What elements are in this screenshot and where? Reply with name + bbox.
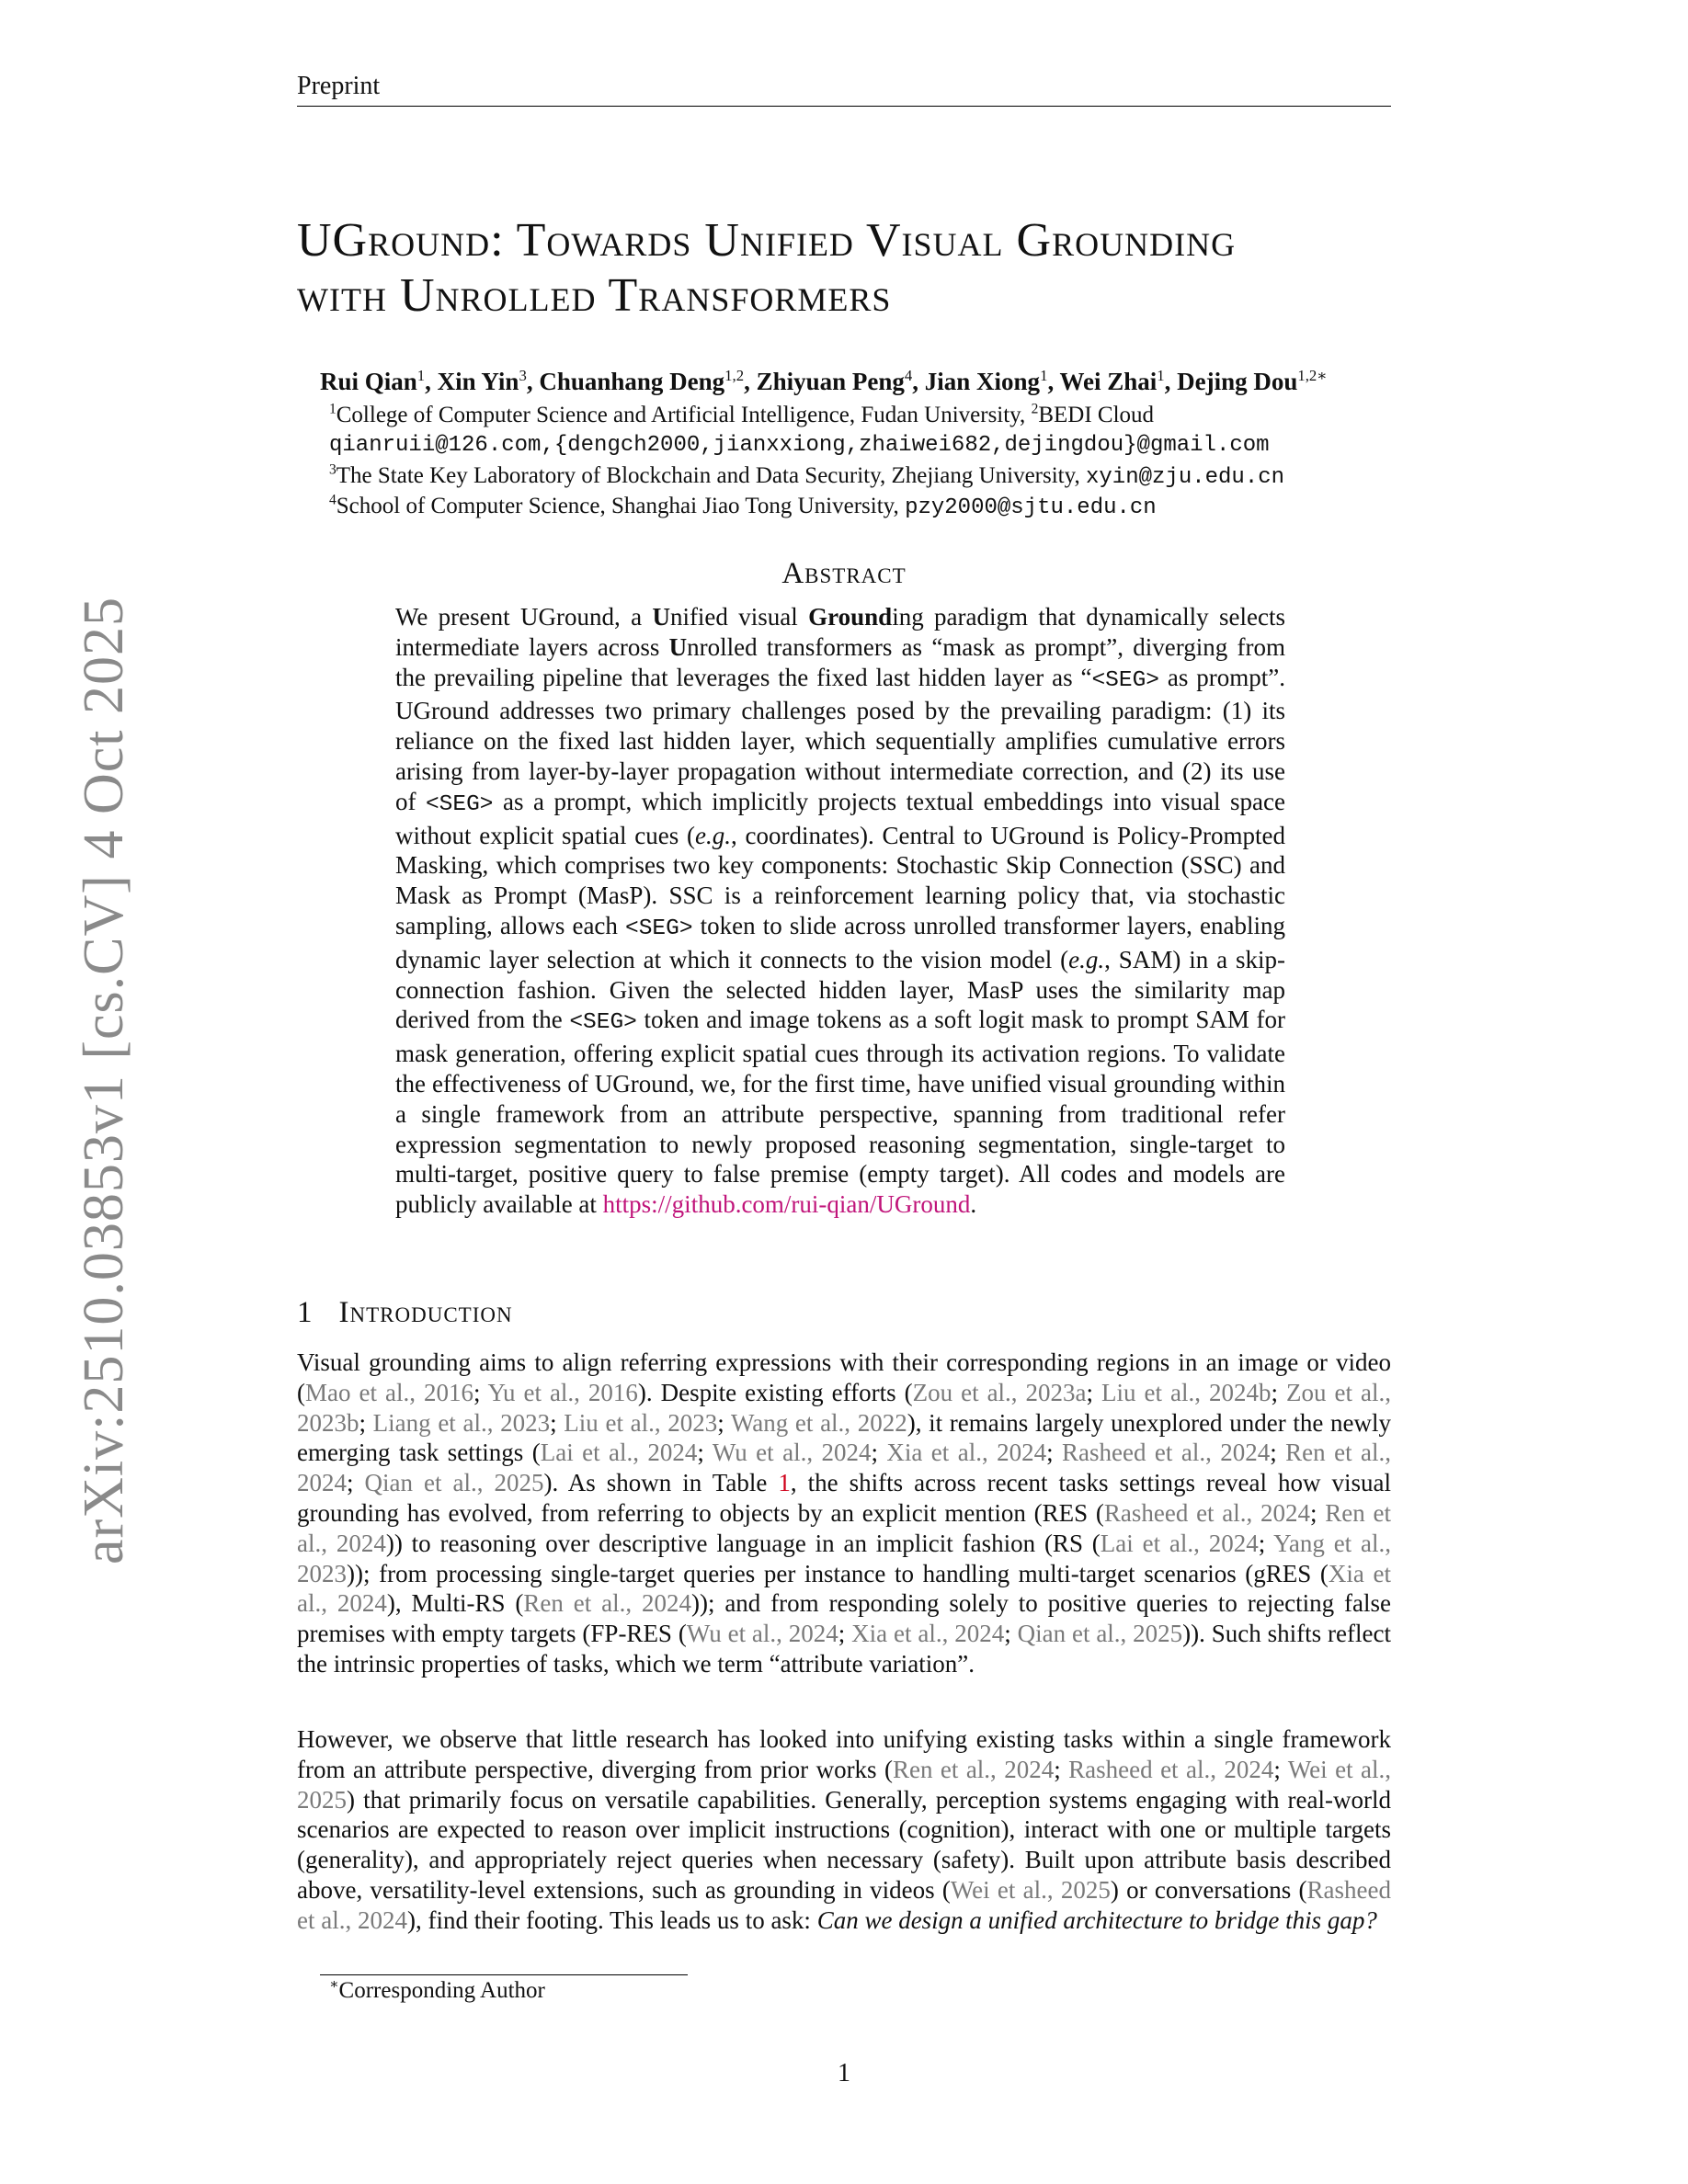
- affiliation-line-3: [329, 463, 1284, 490]
- affiliation-line-1: [329, 403, 1154, 428]
- seg-token: <SEG>: [1091, 667, 1159, 693]
- author-name: Chuanhang Deng: [539, 368, 725, 395]
- author-name: Jian Xiong: [924, 368, 1041, 395]
- affil-text: College of Computer Science and Artificial Intelligence, Fudan University,: [336, 403, 1032, 427]
- footnote-rule: [320, 1974, 688, 1975]
- author-affil-mark: 1,2∗: [1297, 367, 1328, 384]
- footnote-text: Corresponding Author: [338, 1978, 545, 2003]
- footnote: [329, 1978, 545, 2004]
- paper-title: [297, 213, 1400, 324]
- citation-link[interactable]: Wei et al., 2025: [297, 1755, 1391, 1814]
- author-affil-mark: 1: [1157, 367, 1165, 384]
- affil-mark: 2: [1031, 401, 1039, 417]
- citation-link[interactable]: Rasheed et al., 2024: [1103, 1498, 1311, 1527]
- citation-link[interactable]: Zou et al., 2023a: [912, 1378, 1087, 1406]
- section-heading-introduction: [297, 1296, 513, 1330]
- citation-link[interactable]: Liu et al., 2024b: [1101, 1378, 1272, 1406]
- author-emails: qianruii@126.com,{dengch2000,jianxxiong,zhaiwei682,dejingdou}@gmail.com: [329, 433, 1270, 458]
- citation-link[interactable]: Liu et al., 2023: [564, 1408, 718, 1437]
- section-title: Introduction: [338, 1296, 513, 1329]
- affil-text: BEDI Cloud: [1038, 403, 1155, 427]
- author-affil-mark: 4: [904, 367, 913, 384]
- affil-text: School of Computer Science, Shanghai Jiao Tong University,: [336, 494, 906, 518]
- seg-token: <SEG>: [569, 1010, 637, 1036]
- table-reference-link[interactable]: 1: [778, 1469, 791, 1497]
- seg-token: <SEG>: [425, 791, 494, 817]
- header-rule: [297, 106, 1391, 107]
- citation-link[interactable]: Ren et al., 2024: [892, 1755, 1055, 1783]
- author-affil-mark: 1: [416, 367, 426, 384]
- citation-link[interactable]: Rasheed et al., 2024: [297, 1875, 1392, 1934]
- affil-mark: 1: [329, 401, 336, 417]
- citation-link[interactable]: Rasheed et al., 2024: [1062, 1439, 1271, 1467]
- citation-link[interactable]: Xia et al., 2024: [851, 1620, 1005, 1648]
- title-line-2: with Unrolled Transformers: [297, 269, 892, 322]
- author-list: Rui Qian$^1$, Xin Yin$^3$, Chuanhang Deng$^{1,2}$, Zhiyuan Peng$^4$, Jian Xiong$^1$, Wei Zhai$^1$, Dejing Dou$^{1,2∗}$: [320, 367, 1328, 395]
- citation-link[interactable]: Xia et al., 2024: [297, 1559, 1391, 1618]
- page-number: 1: [838, 2059, 850, 2087]
- abstract-heading: Abstract: [781, 557, 907, 590]
- affiliation-line-4: [329, 494, 1157, 520]
- section-number: 1: [297, 1296, 314, 1329]
- citation-link[interactable]: Wei et al., 2025: [950, 1875, 1111, 1904]
- citation-link[interactable]: Xia et al., 2024: [886, 1439, 1047, 1467]
- citation-link[interactable]: Wu et al., 2024: [686, 1620, 838, 1648]
- affil-email: xyin@zju.edu.cn: [1086, 465, 1285, 490]
- citation-link[interactable]: Lai et al., 2024: [1100, 1529, 1259, 1557]
- author-affil-mark: 1,2: [724, 367, 745, 384]
- seg-token: <SEG>: [625, 916, 693, 941]
- github-repo-link[interactable]: https://github.com/rui-qian/UGround: [602, 1190, 971, 1219]
- citation-link[interactable]: Yang et al., 2023: [297, 1529, 1391, 1587]
- author-name: Wei Zhai: [1059, 368, 1158, 395]
- citation-link[interactable]: Mao et al., 2016: [305, 1378, 473, 1406]
- author-name: Rui Qian: [320, 368, 417, 395]
- citation-link[interactable]: Wu et al., 2024: [712, 1439, 872, 1467]
- citation-link[interactable]: Qian et al., 2025: [364, 1469, 544, 1497]
- author-affil-mark: 3: [519, 367, 527, 384]
- citation-link[interactable]: Ren et al., 2024: [297, 1439, 1391, 1497]
- citation-link[interactable]: Ren et al., 2024: [523, 1589, 691, 1618]
- research-question: Can we design a unified architecture to bridge this gap?: [816, 1905, 1377, 1934]
- citation-link[interactable]: Yu et al., 2016: [487, 1378, 638, 1406]
- citation-link[interactable]: Ren et al., 2024: [297, 1498, 1391, 1557]
- running-head: Preprint: [297, 72, 381, 100]
- citation-link[interactable]: Wang et al., 2022: [730, 1408, 907, 1437]
- citation-link[interactable]: Liang et al., 2023: [372, 1408, 551, 1437]
- intro-paragraph-2: However, we observe that little research has looked into unifying existing tasks within a single framework from an attribute perspective, diverging from prior works (Ren et al., 2024; Rasheed et al., 2024; Wei et al., 2025) that primarily focus on versatile capabilities. Generally, perception systems engaging with real-world scenarios are expected to reason over implicit instructions (cognition), interact with one or multiple targets (generality), and appropriately reject queries when necessary (safety). Built upon attribute basis described above, versatility-level extensions, such as grounding in videos (Wei et al., 2025) or conversations (Rasheed et al., 2024), find their footing. This leads us to ask: Can we design a unified architecture to bridge this gap?: [297, 1725, 1392, 1934]
- citation-link[interactable]: Zou et al., 2023b: [297, 1378, 1391, 1437]
- affil-mark: 4: [329, 492, 336, 508]
- author-affil-mark: 1: [1040, 367, 1048, 384]
- author-name: Xin Yin: [437, 368, 519, 395]
- citation-link[interactable]: Rasheed et al., 2024: [1068, 1755, 1274, 1783]
- title-line-1: UGround: Towards Unified Visual Grounding: [297, 214, 1237, 267]
- affil-text: The State Key Laboratory of Blockchain and Data Security, Zhejiang University,: [336, 463, 1086, 488]
- citation-link[interactable]: Qian et al., 2025: [1017, 1620, 1183, 1648]
- arxiv-identifier-stamp: arXiv:2510.03853v1 [cs.CV] 4 Oct 2025: [73, 597, 135, 1564]
- affil-email: pzy2000@sjtu.edu.cn: [905, 495, 1157, 520]
- intro-paragraph-1: Visual grounding aims to align referring expressions with their corresponding regions in an image or video (Mao et al., 2016; Yu et al., 2016). Despite existing efforts (Zou et al., 2023a; Liu et al., 2024b; Zou et al., 2023b; Liang et al., 2023; Liu et al., 2023; Wang et al., 2022), it remains largely unexplored under the newly emerging task settings (Lai et al., 2024; Wu et al., 2024; Xia et al., 2024; Rasheed et al., 2024; Ren et al., 2024; Qian et al., 2025). As shown in Table 1, the shifts across recent tasks settings reveal how visual grounding has evolved, from referring to objects by an explicit mention (RES (Rasheed et al., 2024; Ren et al., 2024)) to reasoning over descriptive language in an implicit fashion (RS (Lai et al., 2024; Yang et al., 2023)); from processing single-target queries per instance to handling multi-target scenarios (gRES (Xia et al., 2024), Multi-RS (Ren et al., 2024)); and from responding solely to positive queries to rejecting false premises with empty targets (FP-RES (Wu et al., 2024; Xia et al., 2024; Qian et al., 2025)). Such shifts reflect the intrinsic properties of tasks, which we term “attribute variation”.: [297, 1348, 1392, 1678]
- author-name: Dejing Dou: [1177, 368, 1298, 395]
- footnote-mark: ∗: [329, 1976, 339, 1993]
- abstract-body: We present UGround, a Unified visual Grounding paradigm that dynamically selects intermediate layers across Unrolled transformers as “mask as prompt”, diverging from the prevailing pipeline that leverages the fixed last hidden layer as “<SEG> as prompt”. UGround addresses two primary challenges posed by the prevailing paradigm: (1) its reliance on the fixed last hidden layer, which sequentially amplifies cumulative errors arising from layer-by-layer propagation without intermediate correction, and (2) its use of <SEG> as a prompt, which implicitly projects textual embeddings into visual space without explicit spatial cues (e.g., coordinates). Central to UGround is Policy-Prompted Masking, which comprises two key components: Stochastic Skip Connection (SSC) and Mask as Prompt (MasP). SSC is a reinforcement learning policy that, via stochastic sampling, allows each <SEG> token to slide across unrolled transformer layers, enabling dynamic layer selection at which it connects to the vision model (e.g., SAM) in a skip-connection fashion. Given the selected hidden layer, MasP uses the similarity map derived from the <SEG> token and image tokens as a soft logit mask to prompt SAM for mask generation, offering explicit spatial cues through its activation regions. To validate the effectiveness of UGround, we, for the first time, have unified visual grounding within a single framework from an attribute perspective, spanning from traditional refer expression segmentation to newly proposed reasoning segmentation, single-target to multi-target, positive query to false premise (empty target). All codes and models are publicly available at https://github.com/rui-qian/UGround.: [395, 603, 1286, 1219]
- citation-link[interactable]: Lai et al., 2024: [540, 1439, 698, 1467]
- affil-mark: 3: [329, 461, 336, 478]
- author-name: Zhiyuan Peng: [756, 368, 905, 395]
